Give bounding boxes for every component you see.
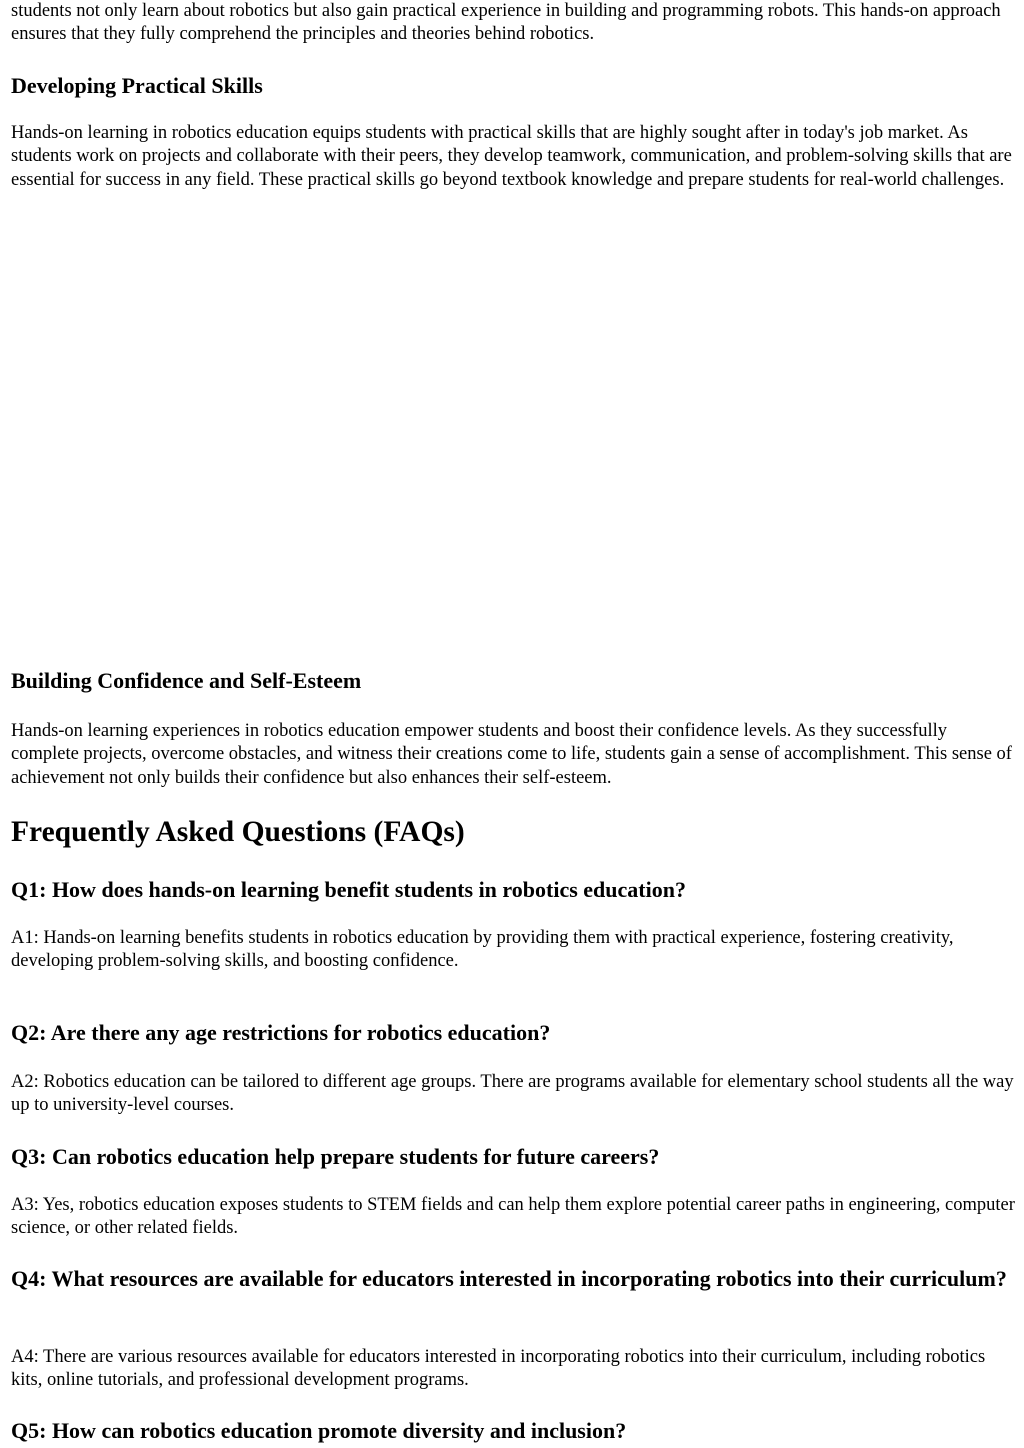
faq-question-3: Q3: Can robotics education help prepare students for future careers? [11,1144,660,1169]
faq-answer-4: A4: There are various resources available for educators interested in incorporating robotics into their curriculum, including robotics kits, online tutorials, and professional development programs. [11,1347,986,1391]
confidence-paragraph: Hands-on learning experiences in robotics education empower students and boost their confidence levels. As they successfully complete projects, overcome obstacles, and witness their creations come to life, students gain a sense of accomplishment. This sense of achievement not only builds their confidence but also enhances their self-esteem. [11,721,1012,788]
faq-heading: Frequently Asked Questions (FAQs) [11,816,465,848]
intro-paragraph-end: students not only learn about robotics but also gain practical experience in building and programming robots. This hands-on approach ensures that they fully comprehend the principles and theories behind robotics. [11,1,1001,45]
practical-skills-paragraph: Hands-on learning in robotics education equips students with practical skills that are highly sought after in today's job market. As students work on projects and collaborate with their peers, they develop teamwork, communication, and problem-solving skills that are essential for success in any field. These practical skills go beyond textbook knowledge and prepare students for real-world challenges. [11,123,1012,190]
confidence-heading: Building Confidence and Self-Esteem [11,668,362,693]
blank-image-area [11,236,1013,654]
faq-answer-3: A3: Yes, robotics education exposes students to STEM fields and can help them explore potential career paths in engineering, computer science, or other related fields. [11,1195,1015,1239]
faq-question-5: Q5: How can robotics education promote diversity and inclusion? [11,1418,627,1443]
faq-answer-1: A1: Hands-on learning benefits students in robotics education by providing them with practical experience, fostering creativity, developing problem-solving skills, and boosting confidence. [11,928,954,972]
faq-answer-2: A2: Robotics education can be tailored to different age groups. There are programs available for elementary school students all the way up to university-level courses. [11,1072,1014,1116]
faq-question-2: Q2: Are there any age restrictions for robotics education? [11,1020,551,1045]
faq-question-1: Q1: How does hands-on learning benefit students in robotics education? [11,877,686,902]
faq-question-4: Q4: What resources are available for educators interested in incorporating robotics into their curriculum? [11,1266,1007,1291]
practical-skills-heading: Developing Practical Skills [11,73,263,98]
